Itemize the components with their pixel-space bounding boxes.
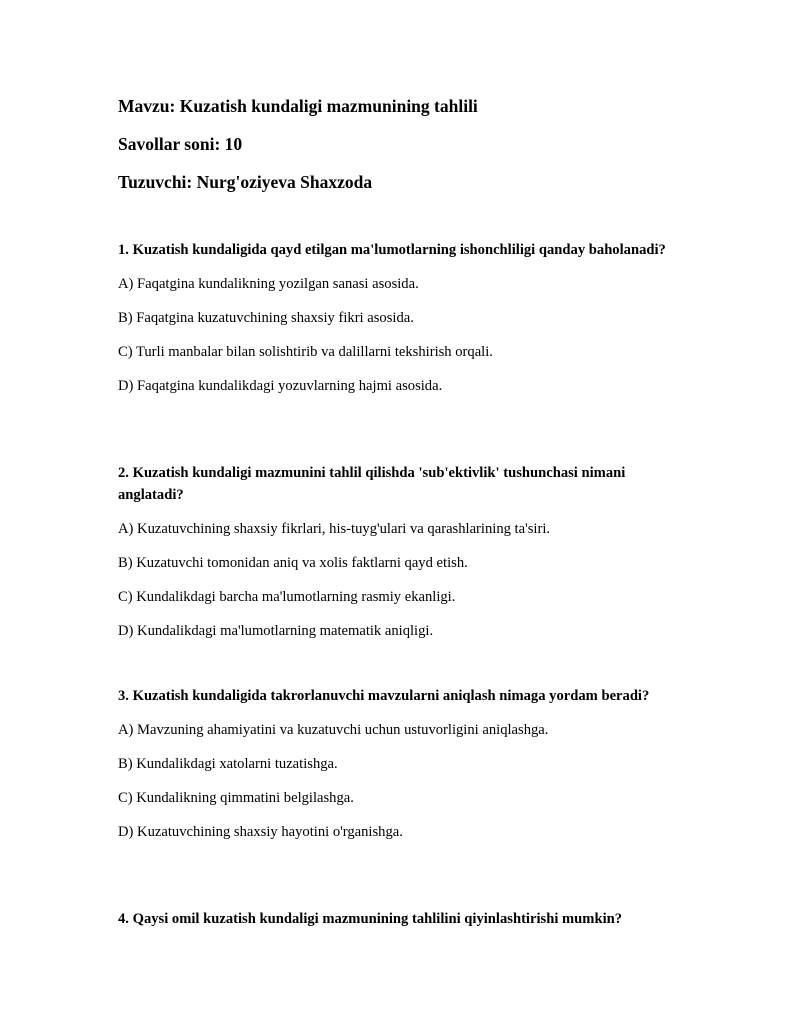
option-b: B) Kuzatuvchi tomonidan aniq va xolis faktlarni qayd etish.	[118, 555, 468, 571]
option-c: C) Kundalikdagi barcha ma'lumotlarning rasmiy ekanligi.	[118, 589, 456, 605]
option-a: A) Kuzatuvchining shaxsiy fikrlari, his-tuyg'ulari va qarashlarining ta'siri.	[118, 521, 551, 537]
question-4	[118, 908, 678, 942]
option-c: C) Kundalikning qimmatini belgilashga.	[118, 790, 354, 806]
option-d: D) Kundalikdagi ma'lumotlarning matematik aniqligi.	[118, 623, 434, 639]
question-3	[118, 685, 678, 855]
option-c: C) Turli manbalar bilan solishtirib va dalillarni tekshirish orqali.	[118, 344, 493, 360]
option-b: B) Kundalikdagi xatolarni tuzatishga.	[118, 756, 338, 772]
question-text: 4. Qaysi omil kuzatish kundaligi mazmunining tahlilini qiyinlashtirishi mumkin?	[118, 911, 623, 927]
question-text: 1. Kuzatish kundaligida qayd etilgan ma'lumotlarning ishonchliligi qanday baholanadi?	[118, 242, 666, 258]
question-2	[118, 462, 678, 654]
question-text: 3. Kuzatish kundaligida takrorlanuvchi mavzularni aniqlash nimaga yordam beradi?	[118, 688, 650, 704]
question-text: 2. Kuzatish kundaligi mazmunini tahlil qilishda 'sub'ektivlik' tushunchasi nimani anglatadi?	[118, 465, 626, 503]
question-1	[118, 239, 678, 409]
option-d: D) Faqatgina kundalikdagi yozuvlarning hajmi asosida.	[118, 378, 443, 394]
option-a: A) Mavzuning ahamiyatini va kuzatuvchi uchun ustuvorligini aniqlashga.	[118, 722, 549, 738]
document-title: Mavzu: Kuzatish kundaligi mazmunining tahlili	[118, 96, 478, 116]
option-a: A) Faqatgina kundalikning yozilgan sanasi asosida.	[118, 276, 419, 292]
option-d: D) Kuzatuvchining shaxsiy hayotini o'rganishga.	[118, 824, 403, 840]
question-count: Savollar soni: 10	[118, 134, 243, 154]
author-line: Tuzuvchi: Nurg'oziyeva Shaxzoda	[118, 172, 373, 192]
option-b: B) Faqatgina kuzatuvchining shaxsiy fikri asosida.	[118, 310, 414, 326]
